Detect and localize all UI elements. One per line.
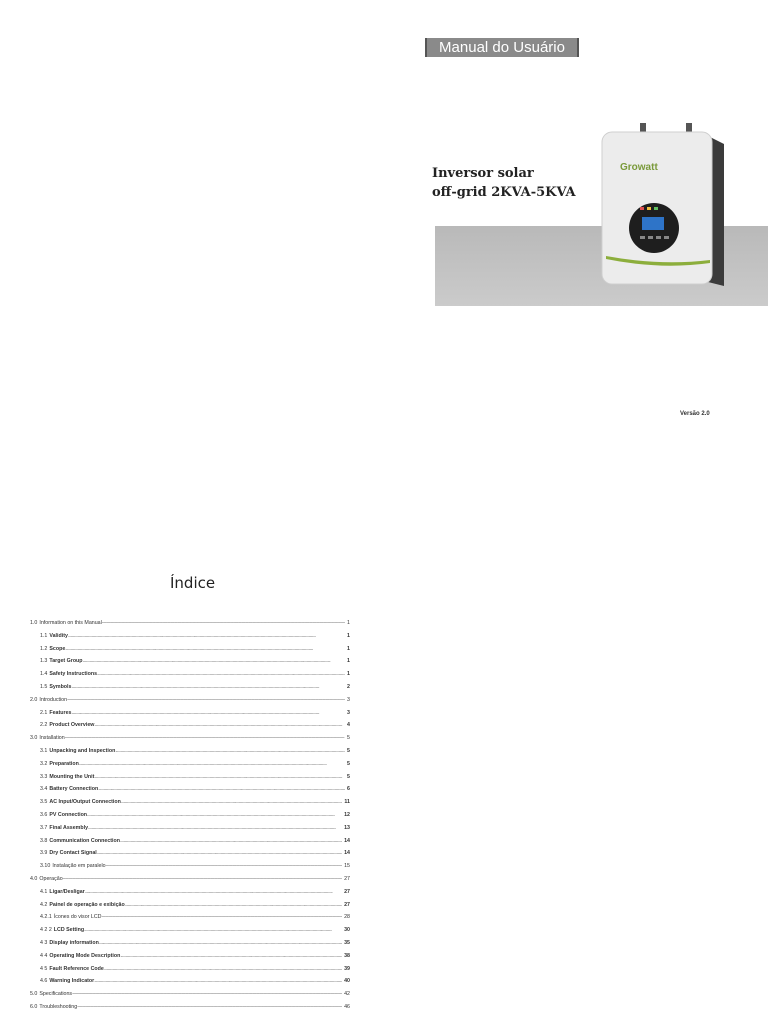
toc-entry[interactable] xyxy=(30,991,350,1004)
toc-leader xyxy=(104,966,342,972)
toc-entry-title: Scope xyxy=(49,645,66,652)
toc-entry-title: Troubleshooting xyxy=(39,1003,78,1010)
toc-entry-page: 28 xyxy=(344,914,350,921)
toc-entry[interactable] xyxy=(30,761,350,774)
manual-title: Manual do Usuário xyxy=(425,38,579,57)
toc-leader xyxy=(71,684,345,690)
toc-entry-number: 3.1 xyxy=(40,747,48,754)
toc-entry[interactable] xyxy=(30,940,350,953)
toc-entry-title: Operação xyxy=(39,875,63,882)
toc-leader xyxy=(106,863,342,869)
toc-entry[interactable] xyxy=(30,914,350,927)
toc-entry-number: 1.2 xyxy=(40,645,48,652)
toc-entry[interactable] xyxy=(30,710,350,723)
toc-entry-page: 5 xyxy=(347,760,350,767)
toc-entry-number: 3.9 xyxy=(40,850,48,857)
toc-entry[interactable] xyxy=(30,786,350,799)
toc-entry-page: 1 xyxy=(347,671,350,678)
toc-entry-title: Product Overview xyxy=(49,722,95,729)
toc-leader xyxy=(120,838,342,844)
toc-entry[interactable] xyxy=(30,799,350,812)
toc-entry-page: 27 xyxy=(344,901,350,908)
toc-leader xyxy=(102,620,345,626)
product-title-line1: Inversor solar xyxy=(432,166,534,181)
toc-entry[interactable] xyxy=(30,658,350,671)
toc-entry-number: 4.6 xyxy=(40,978,48,985)
toc-entry[interactable] xyxy=(30,684,350,697)
inverter-image xyxy=(590,120,730,292)
toc-leader xyxy=(94,774,345,780)
toc-entry[interactable] xyxy=(30,722,350,735)
toc-leader xyxy=(94,978,342,984)
version-label: Versão 2.0 xyxy=(680,411,710,417)
toc-entry-page: 27 xyxy=(344,875,350,882)
toc-entry-number: 3.5 xyxy=(40,799,48,806)
toc-entry-title: Unpacking and Inspection xyxy=(49,747,116,754)
toc-entry-page: 1 xyxy=(347,632,350,639)
toc-entry-number: 3.6 xyxy=(40,811,48,818)
toc-entry[interactable] xyxy=(30,953,350,966)
toc-entry-number: 3.2 xyxy=(40,760,48,767)
toc-entry-title: Installation xyxy=(39,735,65,742)
toc-entry-title: Ligar/Desligar xyxy=(49,888,85,895)
toc-entry-number: 4.2 xyxy=(40,901,48,908)
toc-leader xyxy=(83,658,346,664)
toc-entry-title: Operating Mode Description xyxy=(49,952,121,959)
toc-entry-page: 3 xyxy=(347,709,350,716)
toc-entry-title: Preparation xyxy=(49,760,79,767)
toc-entry-page: 30 xyxy=(344,927,350,934)
toc-entry-title: Symbols xyxy=(49,683,72,690)
toc-entry[interactable] xyxy=(30,863,350,876)
toc-entry-page: 1 xyxy=(347,645,350,652)
toc-entry-number: 3.10 xyxy=(40,863,51,870)
toc-entry-title: Mounting the Unit xyxy=(49,773,95,780)
toc-entry-page: 15 xyxy=(344,863,350,870)
toc-entry[interactable] xyxy=(30,735,350,748)
toc-entry-page: 1 xyxy=(347,620,350,626)
toc-entry-page: 5 xyxy=(347,747,350,754)
toc-leader xyxy=(63,876,342,882)
toc-entry-number: 5.0 xyxy=(30,991,38,998)
brand-logo: Growatt xyxy=(620,162,658,173)
toc-entry-page: 11 xyxy=(344,799,350,806)
toc-entry[interactable] xyxy=(30,876,350,889)
toc-leader xyxy=(120,953,342,959)
toc-entry-title: Battery Connection xyxy=(49,786,99,793)
toc-entry-number: 4 2 2 xyxy=(40,927,52,934)
toc-leader xyxy=(88,825,342,831)
toc-entry[interactable] xyxy=(30,748,350,761)
toc-entry-page: 39 xyxy=(344,965,350,972)
toc-entry-number: 3.3 xyxy=(40,773,48,780)
toc-entry-page: 46 xyxy=(344,1003,350,1010)
toc-entry[interactable] xyxy=(30,633,350,646)
toc-entry-page: 3 xyxy=(347,696,350,703)
toc-entry[interactable] xyxy=(30,697,350,710)
toc-leader xyxy=(85,889,342,895)
toc-entry-page: 14 xyxy=(344,837,350,844)
toc-entry-title: Instalação em paralelo xyxy=(52,863,106,870)
toc-entry-page: 27 xyxy=(344,888,350,895)
toc-leader xyxy=(87,812,342,818)
toc-entry[interactable] xyxy=(30,902,350,915)
toc-entry-title: Dry Contact Signal xyxy=(49,850,97,857)
toc-entry-number: 3.8 xyxy=(40,837,48,844)
toc-entry-title: Features xyxy=(49,709,72,716)
toc-entry-title: AC Input/Output Connection xyxy=(49,799,121,806)
toc-entry[interactable] xyxy=(30,812,350,825)
toc-leader xyxy=(97,850,342,856)
toc-entry[interactable] xyxy=(30,889,350,902)
toc-leader xyxy=(65,735,345,741)
toc-leader xyxy=(97,671,345,677)
toc-entry-page: 5 xyxy=(347,735,350,742)
toc-entry[interactable] xyxy=(30,966,350,979)
toc-entry-number: 1.5 xyxy=(40,683,48,690)
toc-entry-number: 3.0 xyxy=(30,735,38,742)
toc-entry[interactable] xyxy=(30,620,350,633)
toc-entry[interactable] xyxy=(30,927,350,940)
toc-entry-page: 14 xyxy=(344,850,350,857)
toc-entry-page: 38 xyxy=(344,952,350,959)
toc-leader xyxy=(68,633,345,639)
toc-leader xyxy=(101,914,342,920)
toc-entry-number: 2.2 xyxy=(40,722,48,729)
toc-entry-page: 5 xyxy=(347,773,350,780)
toc-leader xyxy=(79,761,345,767)
toc-entry-page: 1 xyxy=(347,658,350,665)
toc-entry-title: Ícones do visor LCD xyxy=(53,914,102,921)
toc-entry-title: Safety Instructions xyxy=(49,671,98,678)
toc-entry-title: Communication Connection xyxy=(49,837,120,844)
toc-heading: Índice xyxy=(170,574,216,592)
toc-entry-title: Display information xyxy=(49,939,99,946)
toc-entry-page: 6 xyxy=(347,786,350,793)
toc-entry-number: 2.1 xyxy=(40,709,48,716)
toc-entry-number: 4.0 xyxy=(30,875,38,882)
toc-entry[interactable] xyxy=(30,825,350,838)
product-title xyxy=(432,164,576,202)
toc-entry-number: 4 3 xyxy=(40,939,48,946)
toc-entry-title: Target Group xyxy=(49,658,83,665)
toc-leader xyxy=(99,940,342,946)
toc-entry-number: 6.0 xyxy=(30,1003,38,1010)
toc-entry[interactable] xyxy=(30,978,350,991)
toc-entry-number: 3.7 xyxy=(40,824,48,831)
toc-entry-page: 12 xyxy=(344,811,350,818)
toc-entry-title: Painel de operação e exibição xyxy=(49,901,125,908)
toc-entry-number: 1.3 xyxy=(40,658,48,665)
toc-entry-page: 40 xyxy=(344,978,350,985)
toc-entry[interactable] xyxy=(30,646,350,659)
toc-leader xyxy=(65,646,345,652)
toc-entry[interactable] xyxy=(30,1004,350,1017)
toc-leader xyxy=(72,991,342,997)
toc-entry-page: 13 xyxy=(344,824,350,831)
toc-entry-page: 42 xyxy=(344,991,350,998)
toc-entry-title: LCD Setting xyxy=(53,927,85,934)
toc-entry-number: 3.4 xyxy=(40,786,48,793)
toc-entry-number: 1.1 xyxy=(40,632,48,639)
toc-leader xyxy=(125,902,342,908)
toc-entry-number: 1.4 xyxy=(40,671,48,678)
toc-entry-title: Final Assembly xyxy=(49,824,89,831)
toc-leader xyxy=(84,927,342,933)
toc-leader xyxy=(98,786,345,792)
toc-entry-page: 35 xyxy=(344,939,350,946)
toc-leader xyxy=(121,799,343,805)
toc-entry-number: 4.1 xyxy=(40,888,48,895)
toc-entry-title: Warning Indicator xyxy=(49,978,95,985)
toc-leader xyxy=(94,722,345,728)
toc-entry-title: Introduction xyxy=(39,696,68,703)
toc-entry-number: 2.0 xyxy=(30,696,38,703)
toc-entry-title: PV Connection xyxy=(49,811,88,818)
toc-entry-page: 4 xyxy=(347,722,350,729)
toc-entry-page: 2 xyxy=(347,683,350,690)
toc-entry-title: Information on this Manual xyxy=(39,620,102,626)
toc-entry-number: 4.2.1 xyxy=(40,914,52,921)
toc-entry[interactable] xyxy=(30,850,350,863)
toc-entry[interactable] xyxy=(30,671,350,684)
toc-entry[interactable] xyxy=(30,774,350,787)
toc-leader xyxy=(77,1004,342,1010)
toc-leader xyxy=(115,748,345,754)
toc-entry-number: 4 4 xyxy=(40,952,48,959)
toc-leader xyxy=(67,697,345,703)
toc-entry-title: Validity xyxy=(49,632,68,639)
table-of-contents xyxy=(30,620,350,1017)
toc-entry-number: 4 5 xyxy=(40,965,48,972)
toc-entry-title: Fault Reference Code xyxy=(49,965,104,972)
toc-entry[interactable] xyxy=(30,838,350,851)
product-title-line2: off-grid 2KVA-5KVA xyxy=(432,185,576,200)
toc-entry-title: Specifications xyxy=(39,991,73,998)
toc-entry-number: 1.0 xyxy=(30,620,38,626)
toc-leader xyxy=(71,710,345,716)
